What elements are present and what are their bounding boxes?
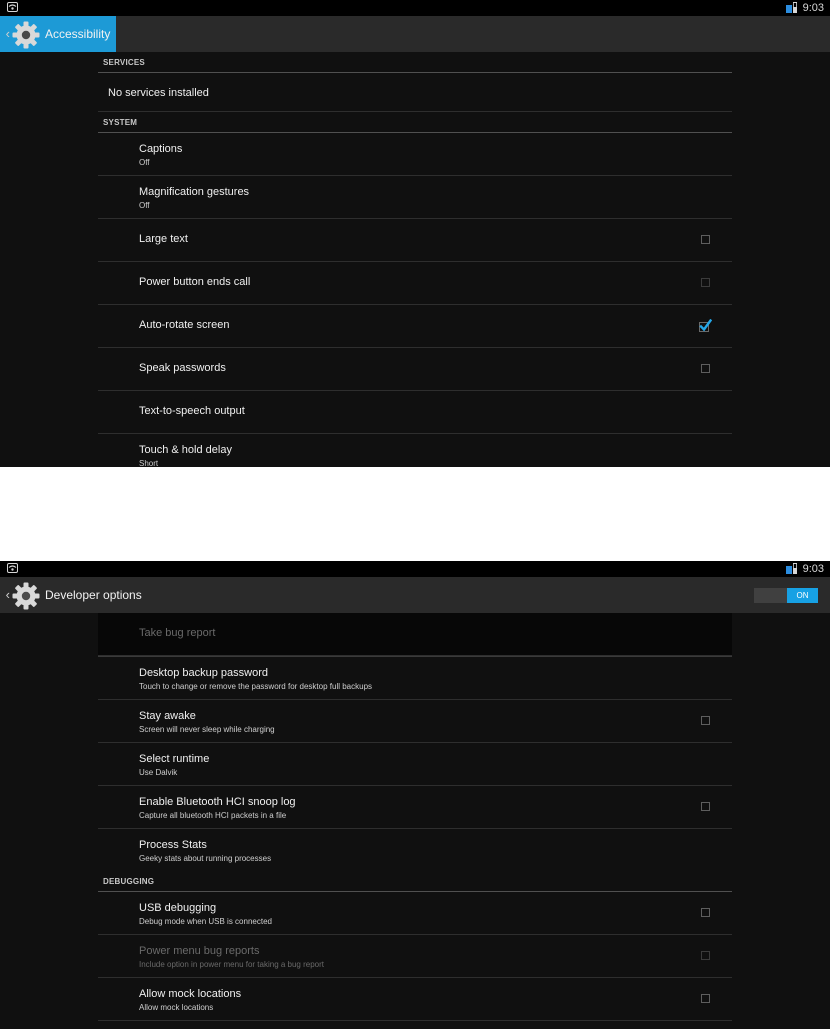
page-title: Developer options — [45, 588, 142, 602]
chevron-left-icon: ‹ — [5, 587, 10, 602]
status-clock: 9:03 — [802, 2, 824, 14]
page-title: Accessibility — [45, 27, 111, 41]
status-bar — [0, 0, 830, 16]
item-title: Desktop backup password — [139, 667, 269, 679]
item-title: Take bug report — [139, 627, 216, 639]
item-summary: Short — [139, 459, 159, 467]
section-header-system: SYSTEM — [98, 112, 732, 133]
item-summary: Screen will never sleep while charging — [139, 725, 275, 734]
checkbox-checked-icon[interactable] — [698, 319, 712, 333]
item-title: Auto-rotate screen — [139, 319, 230, 331]
settings-list — [98, 52, 732, 467]
notification-icon — [7, 563, 18, 573]
status-clock: 9:03 — [802, 563, 824, 575]
item-summary: Debug mode when USB is connected — [139, 917, 272, 926]
item-title: Power menu bug reports — [139, 945, 260, 957]
list-item-power-button-ends-call[interactable] — [98, 262, 732, 305]
settings-gear-icon — [11, 20, 41, 50]
signal-battery-icon — [786, 563, 798, 575]
developer-options-switch[interactable] — [754, 588, 818, 603]
developer-options-screen — [0, 561, 830, 1029]
item-title: USB debugging — [139, 902, 217, 914]
list-item-bluetooth-hci-snoop-log[interactable] — [98, 786, 732, 829]
switch-on-label: ON — [787, 588, 818, 603]
item-summary: Geeky stats about running processes — [139, 854, 272, 863]
list-item-no-services — [98, 73, 732, 112]
item-summary: Use Dalvik — [139, 768, 178, 777]
list-item-usb-debugging[interactable] — [98, 892, 732, 935]
item-title: Large text — [139, 233, 188, 245]
status-bar — [0, 561, 830, 577]
list-item-select-runtime[interactable] — [98, 743, 732, 786]
checkbox-icon[interactable] — [701, 908, 710, 917]
list-item-partial[interactable] — [98, 1021, 732, 1029]
action-bar — [0, 577, 830, 613]
chevron-left-icon: ‹ — [5, 26, 10, 41]
section-header-debugging: DEBUGGING — [98, 871, 732, 892]
section-header-services: SERVICES — [98, 52, 732, 73]
item-title: Process Stats — [139, 839, 207, 851]
notification-icon — [7, 2, 18, 12]
item-summary: Touch to change or remove the password for desktop full backups — [139, 682, 373, 691]
list-item-captions[interactable] — [98, 133, 732, 176]
list-item-stay-awake[interactable] — [98, 700, 732, 743]
list-item-auto-rotate-screen[interactable] — [98, 305, 732, 348]
list-item-power-menu-bug-reports[interactable] — [98, 935, 732, 978]
item-summary: Capture all bluetooth HCI packets in a file — [139, 811, 287, 820]
list-item-large-text[interactable] — [98, 219, 732, 262]
list-item-magnification-gestures[interactable] — [98, 176, 732, 219]
settings-gear-icon — [11, 581, 41, 611]
checkbox-icon[interactable] — [701, 951, 710, 960]
item-title: Magnification gestures — [139, 186, 250, 198]
checkbox-icon[interactable] — [701, 994, 710, 1003]
checkbox-icon[interactable] — [701, 364, 710, 373]
list-item-speak-passwords[interactable] — [98, 348, 732, 391]
action-bar — [0, 16, 830, 52]
list-item-desktop-backup-password[interactable] — [98, 656, 732, 700]
list-item-text-to-speech-output[interactable] — [98, 391, 732, 434]
item-title: Touch & hold delay — [139, 444, 232, 456]
item-summary: Off — [139, 201, 150, 210]
accessibility-screen — [0, 0, 830, 467]
item-title: Power button ends call — [139, 276, 251, 288]
list-item-touch-hold-delay[interactable] — [98, 434, 732, 467]
item-title: Stay awake — [139, 710, 196, 722]
signal-battery-icon — [786, 2, 798, 14]
item-title: Captions — [139, 143, 183, 155]
item-title: Allow mock locations — [139, 988, 242, 1000]
checkbox-icon[interactable] — [701, 716, 710, 725]
item-summary: Allow mock locations — [139, 1003, 214, 1012]
list-item-take-bug-report[interactable] — [98, 613, 732, 656]
up-navigation-button[interactable] — [0, 16, 116, 52]
item-title: Select runtime — [139, 753, 210, 765]
item-title: Text-to-speech output — [139, 405, 245, 417]
settings-list — [98, 613, 732, 1029]
item-summary: Off — [139, 158, 150, 167]
item-title: No services installed — [108, 87, 209, 99]
list-item-process-stats[interactable] — [98, 829, 732, 871]
item-summary: Include option in power menu for taking a bug report — [139, 960, 325, 969]
checkbox-icon[interactable] — [701, 235, 710, 244]
item-title: Speak passwords — [139, 362, 226, 374]
item-title: Enable Bluetooth HCI snoop log — [139, 796, 296, 808]
up-navigation-button[interactable] — [0, 577, 148, 613]
list-item-allow-mock-locations[interactable] — [98, 978, 732, 1021]
checkbox-icon[interactable] — [701, 278, 710, 287]
checkbox-icon[interactable] — [701, 802, 710, 811]
